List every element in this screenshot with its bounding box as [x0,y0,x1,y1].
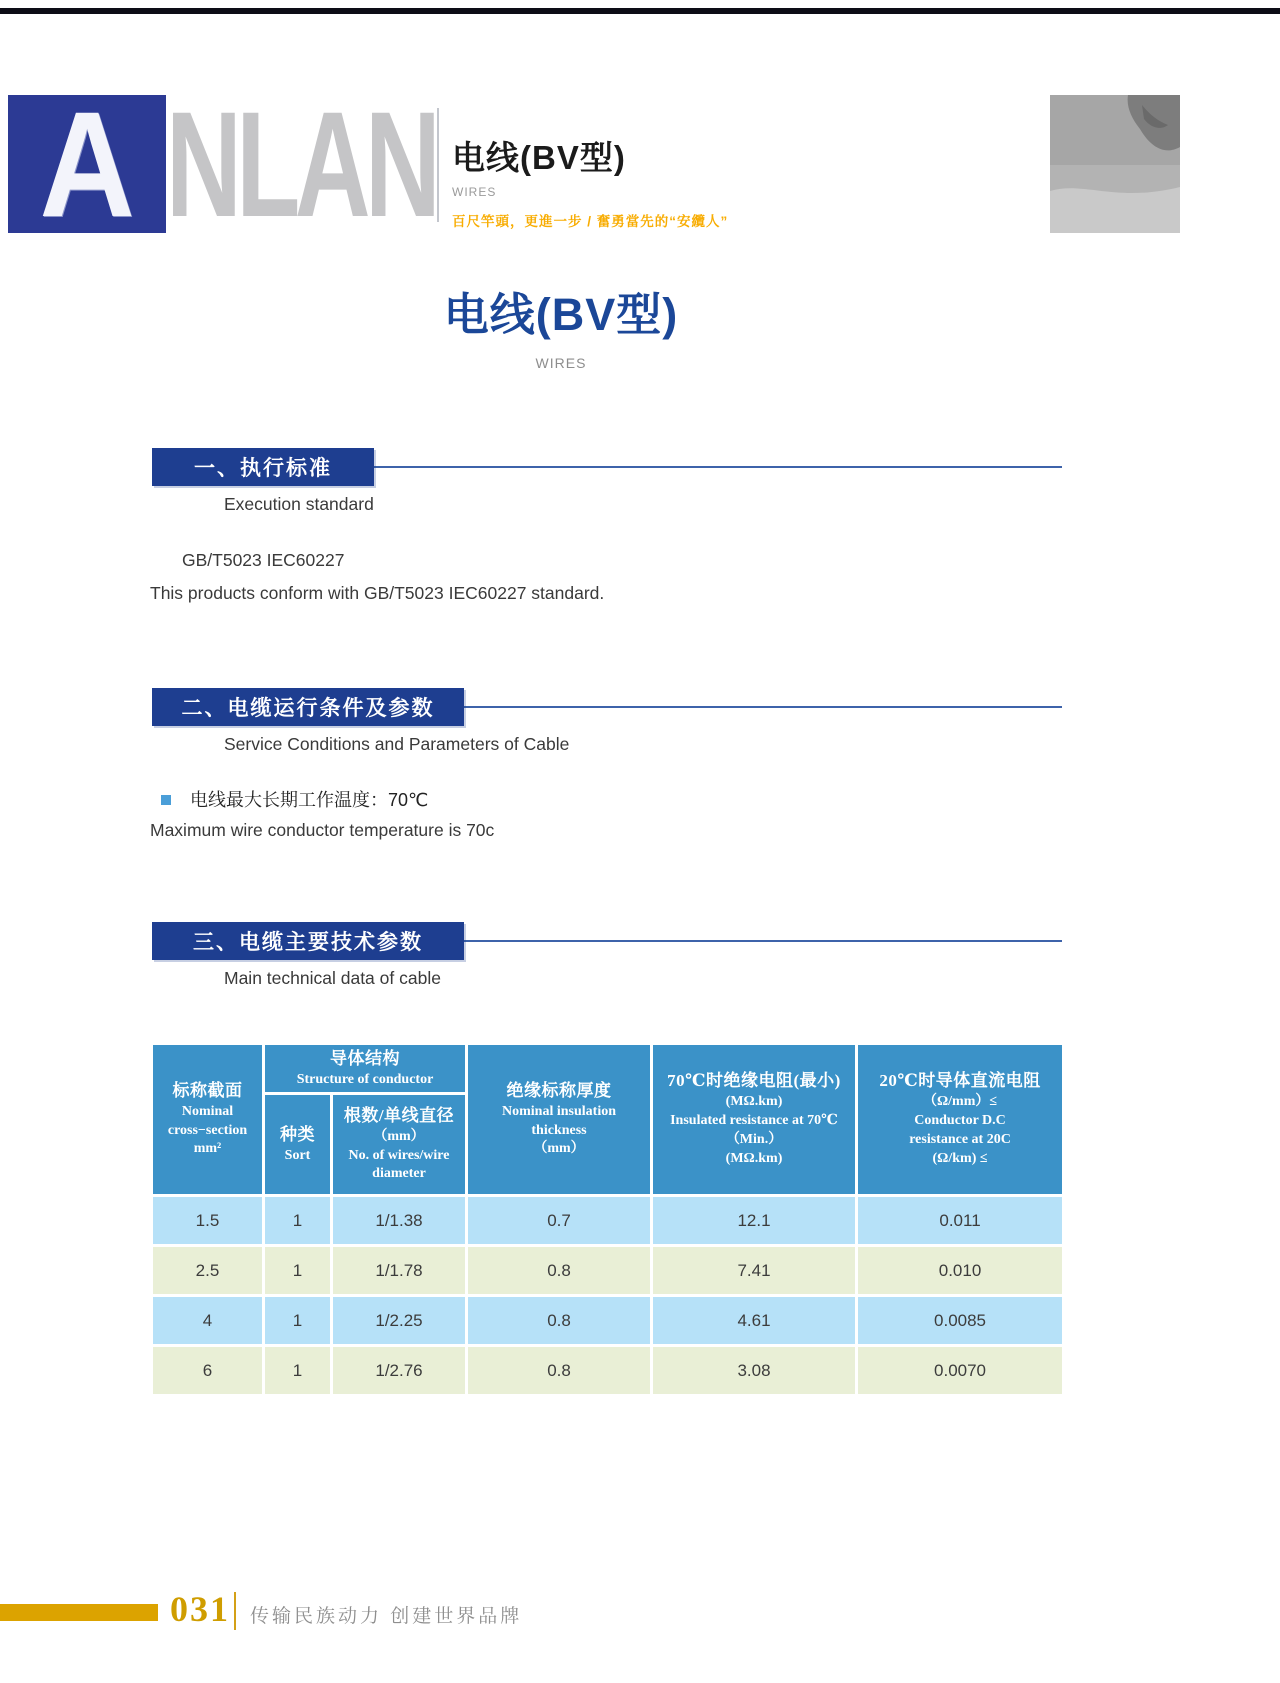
th-structure-of-conductor: 导体结构 Structure of conductor [264,1044,467,1094]
footer-gold-bar [0,1604,158,1621]
section1-standard-codes: GB/T5023 IEC60227 [182,550,345,570]
header-divider [437,108,439,222]
footer-divider [234,1592,236,1630]
bullet-square-icon [161,795,171,805]
page-subtitle: WIRES [535,355,587,371]
section1-standard-note: This products conform with GB/T5023 IEC60227 standard. [150,583,605,603]
anlan-logo-box [8,80,166,248]
th-wires-diameter: 根数/单线直径 （mm） No. of wires/wire diameter [332,1094,467,1196]
header-product-title-en: WIRES [452,185,497,199]
footer-slogan: 传输民族动力 创建世界品牌 [250,1606,523,1627]
page-number: 031 [170,1589,230,1629]
table-row: 6 1 1/2.76 0.8 3.08 0.0070 [152,1346,1064,1396]
logo-text-nlan: NLAN [166,80,436,248]
th-nominal-cross-section: 标称截面 Nominal cross−section mm² [152,1044,264,1196]
section3-badge: 三、电缆主要技术参数 [152,922,464,960]
corner-photo [1050,95,1180,233]
section1-badge: 一、执行标准 [152,448,374,486]
section3-rule [400,940,1062,942]
th-insulation-thickness: 绝缘标称厚度 Nominal insulation thickness （mm） [467,1044,652,1196]
page-title: 电线(BV型) [443,289,679,340]
logo-letter-a: A [39,80,135,248]
header-product-title-cn: 电线(BV型) [452,139,626,176]
table-row: 2.5 1 1/1.78 0.8 7.41 0.010 [152,1246,1064,1296]
th-insulation-resistance: 70℃时绝缘电阻(最小) (MΩ.km) Insulated resistance at 70℃ （Min.） (MΩ.km) [652,1044,857,1196]
section1-label-en: Execution standard [224,494,374,514]
doc-title-block [0,278,1122,371]
technical-data-table [150,1042,1065,1397]
section2-rule [400,706,1062,708]
th-dc-resistance: 20℃时导体直流电阻 （Ω/mm）≤ Conductor D.C resistance at 20C (Ω/km) ≤ [857,1044,1064,1196]
th-sort: 种类 Sort [264,1094,332,1196]
section2-label-en: Service Conditions and Parameters of Cable [224,734,570,754]
top-divider [0,8,1280,14]
section2-bullet-cn: 电线最大长期工作温度：70℃ [190,790,429,810]
table-row: 4 1 1/2.25 0.8 4.61 0.0085 [152,1296,1064,1346]
corner-photo-graphic [1050,95,1180,233]
table-row: 1.5 1 1/1.38 0.7 12.1 0.011 [152,1196,1064,1246]
section2-bullet-en: Maximum wire conductor temperature is 70c [150,820,495,840]
header-product-block [452,132,728,230]
section2-badge: 二、电缆运行条件及参数 [152,688,464,726]
section3-label-en: Main technical data of cable [224,968,441,988]
section1-rule [300,466,1062,468]
brand-tagline: 百尺竿頭，更進一步 / 奮勇當先的“安纜人” [452,214,729,229]
